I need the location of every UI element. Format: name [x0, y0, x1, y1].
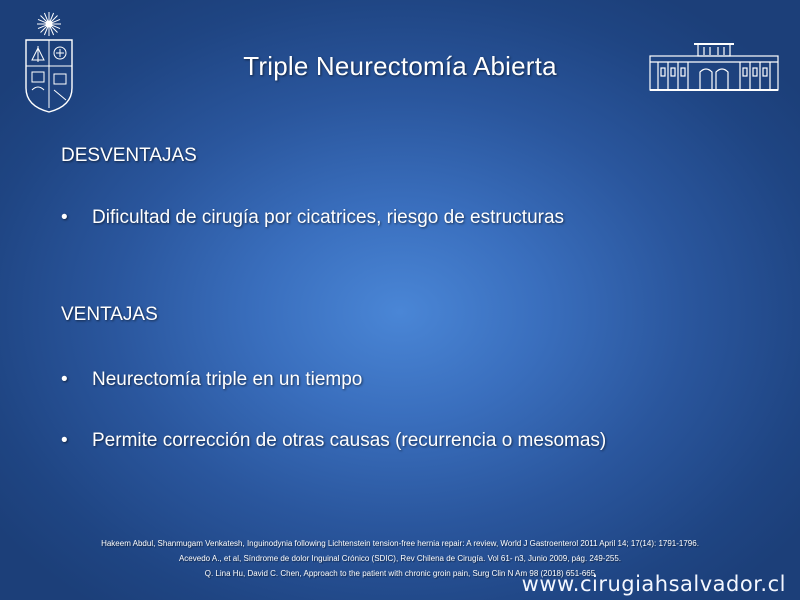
bullet-marker: • — [61, 207, 68, 228]
slide-title: Triple Neurectomía Abierta — [243, 51, 557, 81]
disadvantages-heading: DESVENTAJAS — [61, 145, 197, 166]
bullet-marker: • — [61, 430, 68, 451]
advantage-item — [61, 369, 362, 391]
advantages-heading: VENTAJAS — [61, 304, 158, 325]
reference-item: Q. Lina Hu, David C. Chen, Approach to the patient with chronic groin pain, Surg Clin N Am 98 (2018) 651-665 — [204, 569, 596, 578]
advantage-item-text: Neurectomía triple en un tiempo — [92, 369, 363, 390]
reference-item: Acevedo A., et al, Síndrome de dolor Inguinal Crónico (SDIC), Rev Chilena de Cirugía. Vol 61- n3, Junio 2009, pág. 249-255. — [178, 554, 622, 563]
disadvantage-item — [61, 207, 564, 229]
reference-item: Hakeem Abdul, Shanmugam Venkatesh, Inguinodynia following Lichtenstein tension-free hernia repair: A review, World J Gastroenterol 2011 April 14; 17(14): 1791-1796. — [101, 539, 699, 548]
advantage-item — [61, 430, 606, 452]
advantage-item-text: Permite corrección de otras causas (recurrencia o mesomas) — [92, 430, 607, 451]
bullet-marker: • — [61, 369, 68, 390]
website-url: www.cirugiahsalvador.cl — [521, 572, 786, 596]
disadvantage-item-text: Dificultad de cirugía por cicatrices, riesgo de estructuras — [92, 207, 565, 228]
